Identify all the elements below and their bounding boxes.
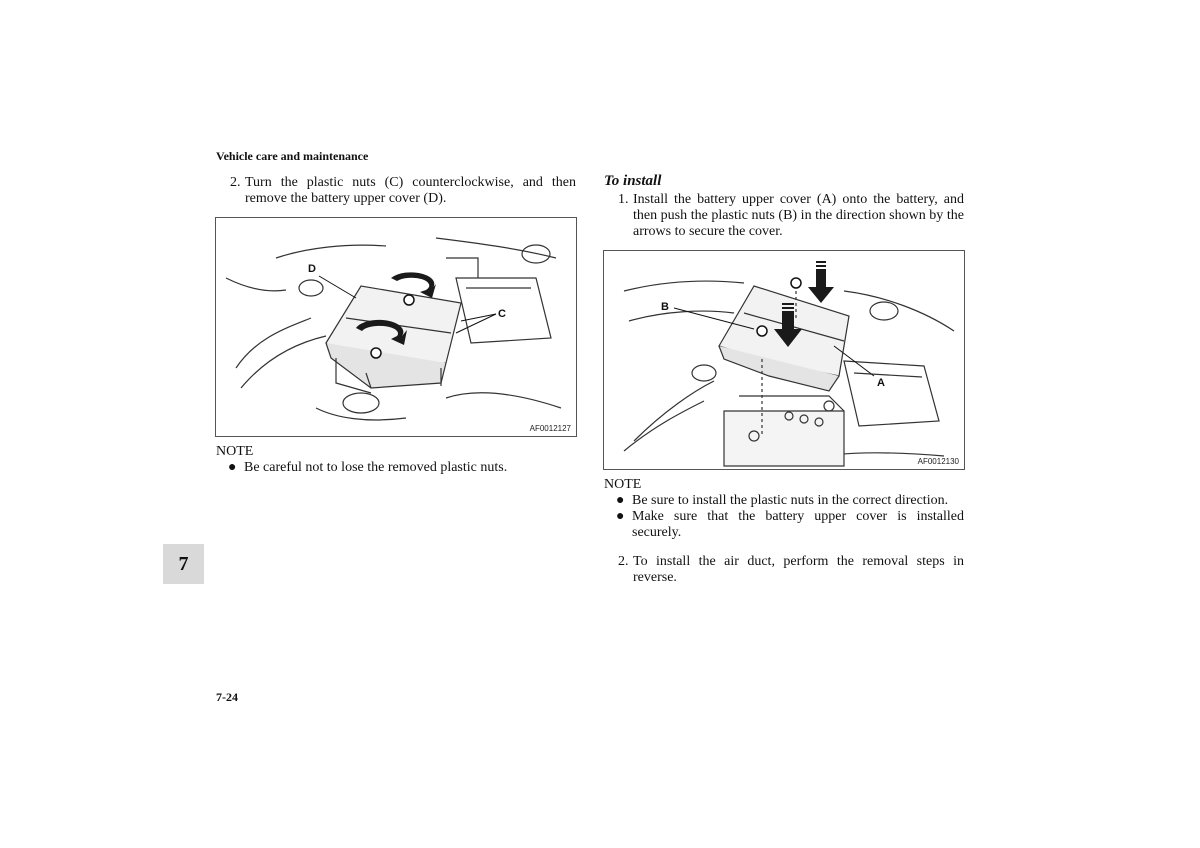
note-item-text: Be careful not to lose the removed plastic nuts.	[244, 460, 508, 475]
figure-code: AF0012130	[917, 457, 959, 466]
note-item	[616, 509, 964, 541]
figure-code: AF0012127	[529, 424, 571, 433]
engine-bay-illustration-remove	[216, 218, 576, 436]
section-header: Vehicle care and maintenance	[216, 149, 369, 163]
page-number: 7-24	[216, 690, 238, 704]
install-step-2	[618, 554, 964, 586]
label-c: C	[498, 308, 506, 320]
note-title: NOTE	[216, 444, 254, 459]
step-number: 1.	[618, 192, 629, 207]
note-item	[616, 493, 964, 509]
removal-step-2	[230, 175, 576, 207]
bullet-icon: ●	[616, 509, 625, 524]
label-a: A	[877, 377, 885, 389]
subheading-to-install: To install	[604, 173, 662, 189]
step-text: Install the battery upper cover (A) onto the battery, and then push the plastic nuts (B) in the direction shown by the arrows to secure the cover.	[633, 192, 964, 239]
label-b: B	[661, 301, 669, 313]
note-item-text: Make sure that the battery upper cover is installed securely.	[632, 509, 964, 540]
figure-install-cover	[603, 250, 965, 470]
label-d: D	[308, 263, 316, 275]
bullet-icon: ●	[228, 460, 237, 475]
note-title: NOTE	[604, 477, 642, 492]
step-number: 2.	[230, 175, 241, 190]
bullet-icon: ●	[616, 493, 625, 508]
note-item-text: Be sure to install the plastic nuts in the correct direction.	[632, 493, 949, 508]
step-number: 2.	[618, 554, 629, 569]
install-step-1	[618, 192, 964, 240]
step-text: Turn the plastic nuts (C) counterclockwise, and then remove the battery upper cover (D).	[245, 175, 576, 206]
figure-remove-cover	[215, 217, 577, 437]
step-text: To install the air duct, perform the removal steps in reverse.	[633, 554, 964, 585]
note-item	[228, 460, 576, 476]
engine-bay-illustration-install	[604, 251, 964, 469]
chapter-tab: 7	[163, 544, 204, 584]
